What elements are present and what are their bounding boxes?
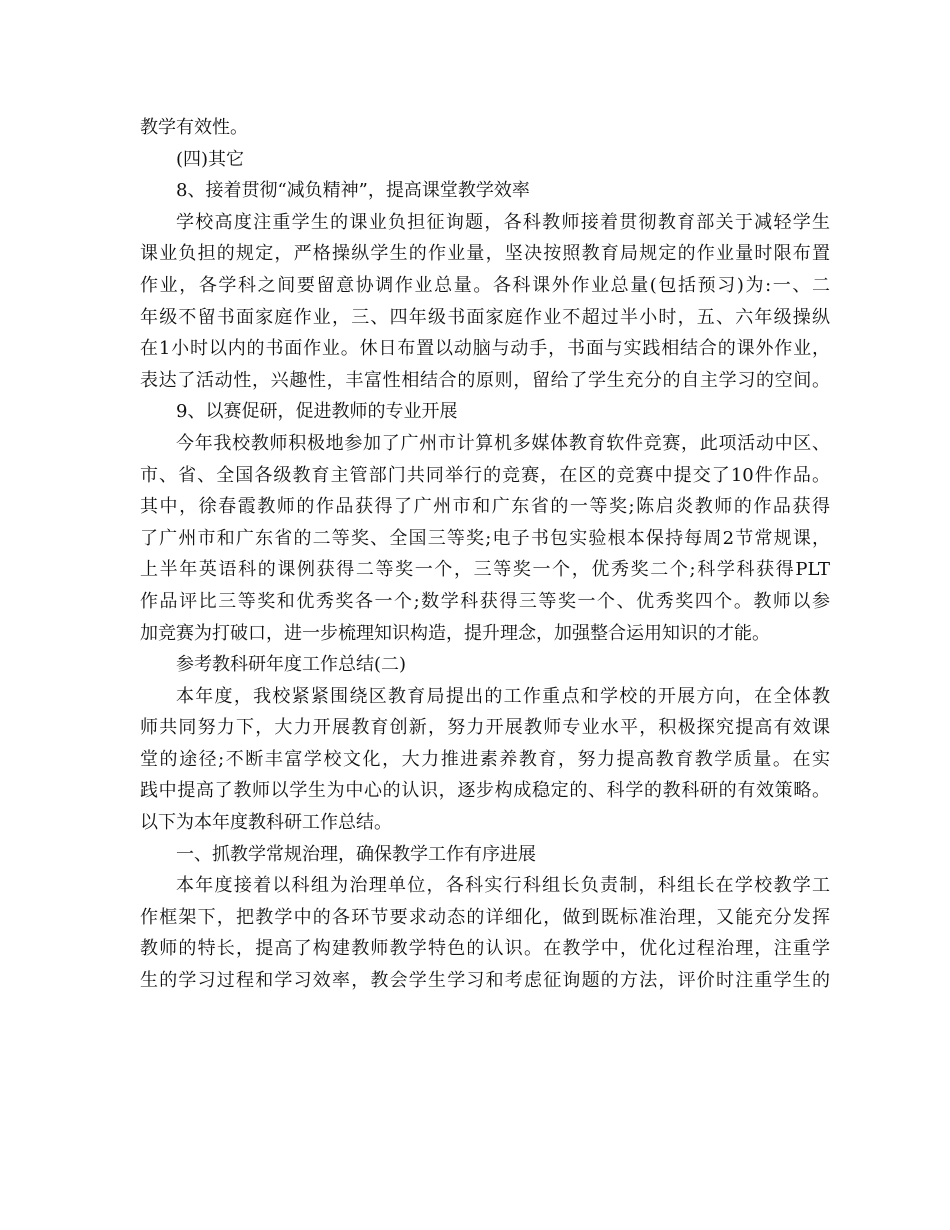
text-line: 9、以赛促研，促进教师的专业开展 [176,401,458,423]
text-line: 8、接着贯彻“减负精神”，提高课堂教学效率 [176,180,530,202]
text-line: 本年度，我校紧紧围绕区教育局提出的工作重点和学校的开展方向，在全体教 [176,685,830,707]
document-body [140,112,830,997]
text-line: 师共同努力下，大力开展教育创新，努力开展教师专业水平，积极探究提高有效课 [140,717,830,739]
text-line: 作业，各学科之间要留意协调作业总量。各科课外作业总量(包括预习)为:一、二 [140,274,830,296]
text-line: 在1小时以内的书面作业。休日布置以动脑与动手，书面与实践相结合的课外作业， [140,338,830,360]
text-line: 课业负担的规定，严格操纵学生的作业量，坚决按照教育局规定的作业量时限布置 [140,243,830,265]
text-line: (四)其它 [176,148,245,170]
text-line: 其中，徐春霞教师的作品获得了广州市和广东省的一等奖;陈启炎教师的作品获得 [140,496,830,518]
text-line: 学校高度注重学生的课业负担征询题，各科教师接着贯彻教育部关于减轻学生 [176,211,830,233]
text-line: 了广州市和广东省的二等奖、全国三等奖;电子书包实验根本保持每周2节常规课， [140,527,830,549]
text-line: 生的学习过程和学习效率，教会学生学习和考虑征询题的方法，评价时注重学生的 [140,970,830,992]
text-line: 本年度接着以科组为治理单位，各科实行科组长负责制，科组长在学校教学工 [176,875,830,897]
text-line: 加竞赛为打破口，进一步梳理知识构造，提升理念，加强整合运用知识的才能。 [140,622,770,644]
text-line: 教师的特长，提高了构建教师教学特色的认识。在教学中，优化过程治理，注重学 [140,938,830,960]
text-line: 以下为本年度教科研工作总结。 [140,812,392,834]
text-line: 践中提高了教师以学生为中心的认识，逐步构成稳定的、科学的教科研的有效策略。 [140,780,830,802]
text-line: 今年我校教师积极地参加了广州市计算机多媒体教育软件竞赛，此项活动中区、 [176,432,830,454]
text-line: 参考教科研年度工作总结(二) [176,654,407,676]
text-line: 市、省、全国各级教育主管部门共同举行的竞赛，在区的竞赛中提交了10件作品。 [140,464,830,486]
text-line: 作品评比三等奖和优秀奖各一个;数学科获得三等奖一个、优秀奖四个。教师以参 [140,590,830,612]
text-line: 教学有效性。 [140,117,248,138]
text-line: 堂的途径;不断丰富学校文化，大力推进素养教育，努力提高教育教学质量。在实 [140,748,830,770]
text-line: 年级不留书面家庭作业，三、四年级书面家庭作业不超过半小时，五、六年级操纵 [140,306,830,328]
text-line: 作框架下，把教学中的各环节要求动态的详细化，做到既标准治理，又能充分发挥 [140,906,830,928]
text-line: 一、抓教学常规治理，确保教学工作有序进展 [176,843,536,865]
text-line: 上半年英语科的课例获得二等奖一个，三等奖一个，优秀奖二个;科学科获得PLT [140,559,830,581]
text-line: 表达了活动性，兴趣性，丰富性相结合的原则，留给了学生充分的自主学习的空间。 [140,369,830,391]
